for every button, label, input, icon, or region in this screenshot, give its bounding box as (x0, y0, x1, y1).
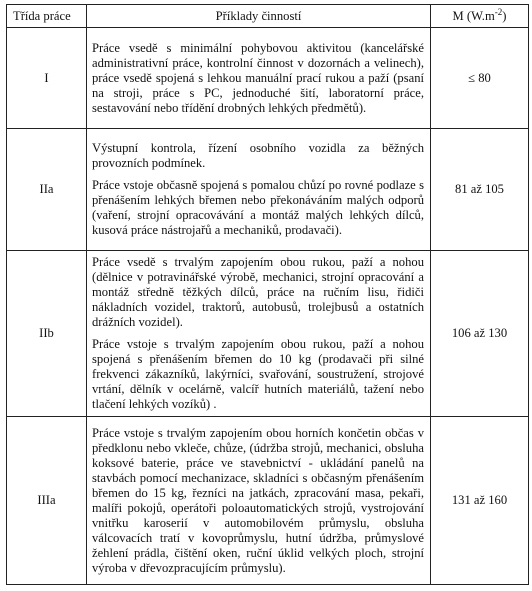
examples-cell (87, 417, 431, 585)
header-m (431, 5, 529, 28)
table-row (7, 129, 529, 251)
header-m-suffix: ) (502, 8, 507, 23)
examples-cell (87, 129, 431, 251)
table-row (7, 417, 529, 585)
m-value-cell: 81 až 105 (431, 129, 529, 251)
example-paragraph: Práce vstoje občasně spojená s pomalou chůzí po rovné podlaze s přenášením lehkých břemen nebo překonáváním malých odporů (vaření, strojní opracovávání a montáž malých lehkých dílců, kusová práce nástrojařů a mechaniků, prodavači). (92, 178, 424, 237)
table-row (7, 28, 529, 129)
class-cell: IIIa (7, 417, 87, 585)
work-class-table (6, 4, 529, 585)
table-row (7, 251, 529, 417)
class-cell: IIb (7, 251, 87, 417)
class-cell: IIa (7, 129, 87, 251)
example-paragraph: Práce vsedě s trvalým zapojením obou rukou, paží a nohou (dělnice v potravinářské výrobě, mechanici, strojní opracování a montáž středně těžkých dílců, práce na ručním lisu, řidiči nákladních vozidel, traktorů, autobusů, trolejbusů a ostatních drážních vozidel). (92, 255, 424, 329)
m-value-cell: 106 až 130 (431, 251, 529, 417)
example-paragraph: Práce vstoje s trvalým zapojením obou horních končetin občas v předklonu nebo vkleče, chůze, (údržba strojů, mechanici, obsluha koksové baterie, práce ve stavebnictví - ukládání panelů na stavbách pomocí mechanizace, skladníci s občasným přenášením břemen do 15 kg, řezníci na jatkách, zpracování masa, pekaři, malíři pokojů, operátoři poloautomatických strojů, vystrojování vnitřku karoserií v automobilovém průmyslu, obsluha válcovacích tratí v kovoprůmyslu, hutní údržba, průmyslové žehlení prádla, čištění oken, ruční úklid velkých ploch, strojní výroba v dřevozpracujícím průmyslu). (92, 425, 424, 575)
header-m-prefix: M (W.m (452, 8, 495, 23)
header-class: Třída práce (7, 5, 87, 28)
examples-cell (87, 28, 431, 129)
example-paragraph: Práce vsedě s minimální pohybovou aktivitou (kancelářské administrativní práce, kontrolní činnost v dozornách a velinech), práce vsedě spojená s lehkou manuální prací rukou a paží (psaní na stroji, práce s PC, jednoduché šití, laboratorní práce, sestavování nebo třídění drobných lehkých předmětů). (92, 40, 424, 115)
header-row (7, 5, 529, 28)
class-cell: I (7, 28, 87, 129)
example-paragraph: Práce vstoje s trvalým zapojením obou rukou, paží a nohou spojená s přenášením břemen do 10 kg (prodavači při silné frekvenci zákazníků, lakýrníci, svařování, soustružení, strojové vrtání, dělník v ocelárně, valcíř hutních materiálů, tažení nebo tlačení lehkých vozíků) . (92, 337, 424, 411)
examples-cell (87, 251, 431, 417)
example-paragraph: Výstupní kontrola, řízení osobního vozidla za běžných provozních podmínek. (92, 141, 424, 170)
header-examples: Příklady činností (87, 5, 431, 28)
m-value-cell: ≤ 80 (431, 28, 529, 129)
header-m-exponent: -2 (494, 6, 503, 17)
m-value-cell: 131 až 160 (431, 417, 529, 585)
